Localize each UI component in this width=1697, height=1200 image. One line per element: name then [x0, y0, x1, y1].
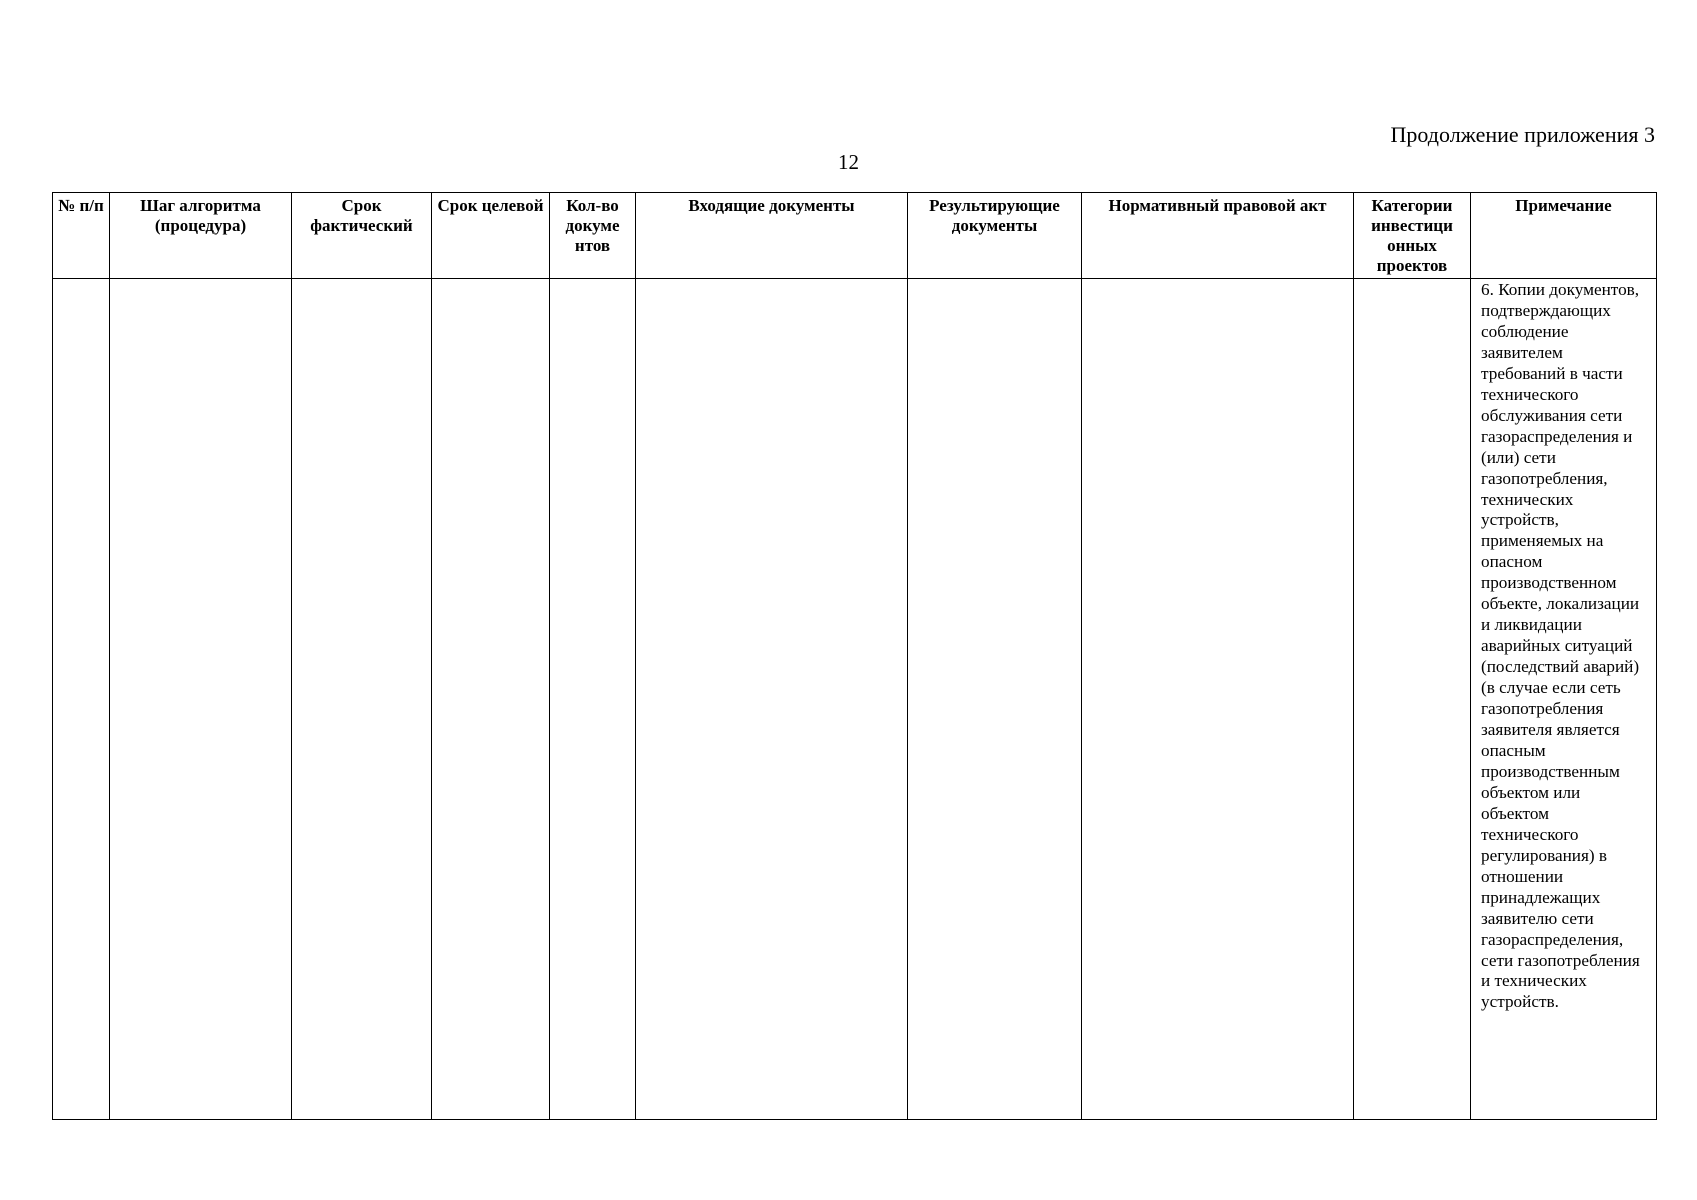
cell-note: 6. Копии документов, подтверждающих соблюдение заявителем требований в части технического обслуживания сети газораспределения и (или) сети газопотребления, технических устройств, применяемых на опасном производственном объекте, локализации и ликвидации аварийных ситуаций (последствий аварий) (в случае если сеть газопотребления заявителя является опасным производственным объектом или объектом технического регулирования) в отношении принадлежащих заявителю сети газораспределения, сети газопотребления и технических устройств.	[1471, 279, 1657, 1120]
cell-actual-term	[292, 279, 432, 1120]
cell-number	[53, 279, 110, 1120]
header-algorithm-step: Шаг алгоритма (процедура)	[110, 193, 292, 279]
header-resulting-documents: Результирующие документы	[908, 193, 1082, 279]
header-note: Примечание	[1471, 193, 1657, 279]
page-number: 12	[838, 150, 859, 174]
table-row	[53, 279, 1657, 1120]
cell-resulting-documents	[908, 279, 1082, 1120]
header-document-count: Кол-во докуме нтов	[550, 193, 636, 279]
cell-target-term	[432, 279, 550, 1120]
header-incoming-documents: Входящие документы	[636, 193, 908, 279]
continuation-label: Продолжение приложения 3	[1390, 122, 1655, 147]
header-legal-act: Нормативный правовой акт	[1082, 193, 1354, 279]
header-project-categories: Категории инвестици онных проектов	[1354, 193, 1471, 279]
header-target-term: Срок целевой	[432, 193, 550, 279]
cell-project-categories	[1354, 279, 1471, 1120]
cell-legal-act	[1082, 279, 1354, 1120]
header-number: № п/п	[53, 193, 110, 279]
cell-document-count	[550, 279, 636, 1120]
cell-algorithm-step	[110, 279, 292, 1120]
algorithm-table	[52, 192, 1657, 1120]
table-header-row	[53, 193, 1657, 279]
cell-incoming-documents	[636, 279, 908, 1120]
header-actual-term: Срок фактический	[292, 193, 432, 279]
